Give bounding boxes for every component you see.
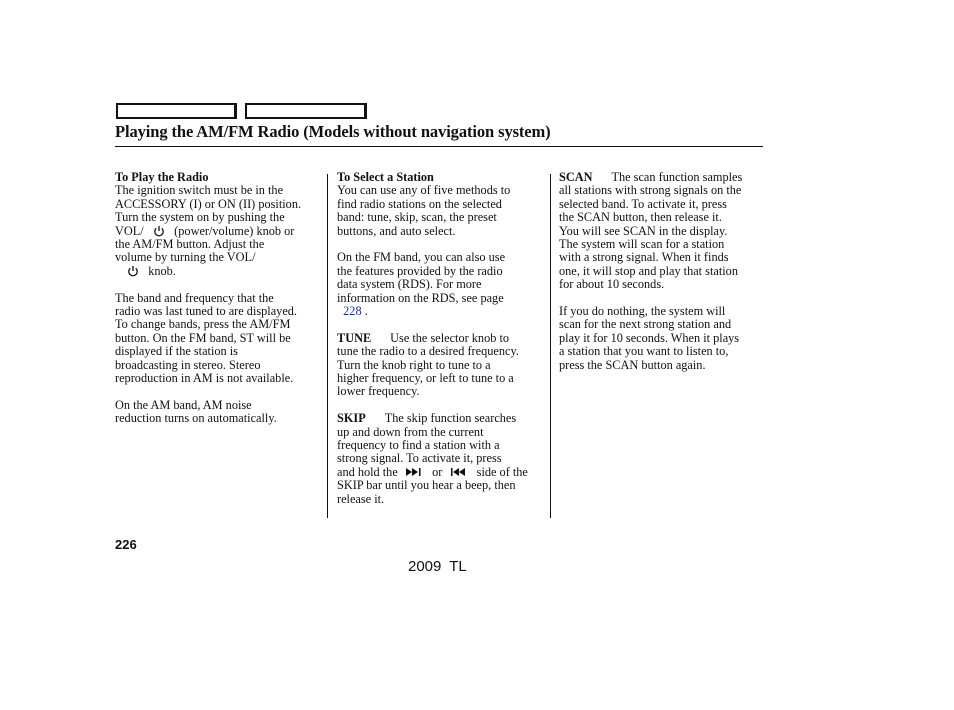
text-line: Turn the system on by pushing the — [115, 210, 285, 225]
column-select-station — [337, 171, 547, 506]
footer-model: 2009 TL — [408, 558, 467, 575]
page-link-228[interactable]: 228 — [343, 304, 362, 319]
text-line — [559, 171, 765, 184]
text-line: ACCESSORY (I) or ON (II) position. — [115, 196, 302, 211]
text-line: On the FM band, you can also use — [337, 250, 506, 265]
text-line: lower frequency. — [337, 384, 420, 399]
text-line: data system (RDS). For more — [337, 277, 482, 292]
text-line: reduction turns on automatically. — [115, 411, 277, 426]
text-fragment: (power/volume) knob or — [174, 223, 295, 238]
text-line: one, it will stop and play that station — [559, 263, 738, 278]
heading-play-radio: To Play the Radio — [115, 170, 209, 184]
text-line: The system will scan for a station — [559, 237, 725, 252]
skip-forward-icon — [404, 467, 426, 477]
text-line: frequency to find a station with a — [337, 438, 500, 453]
text-fragment: or — [432, 464, 443, 479]
text-fragment: The scan function samples — [611, 170, 743, 184]
text-line: strong signal. To activate it, press — [337, 451, 502, 466]
text-line: To change bands, press the AM/FM — [115, 317, 291, 332]
skip-back-icon — [449, 467, 471, 477]
power-icon — [127, 265, 139, 277]
text-fragment: . — [364, 304, 368, 319]
text-line: the AM/FM button. Adjust the — [115, 237, 265, 252]
text-line: find radio stations on the selected — [337, 196, 502, 211]
text-line: higher frequency, or left to tune to a — [337, 371, 514, 386]
section-tab-2[interactable] — [245, 103, 367, 119]
page-title: Playing the AM/FM Radio (Models without navigation system) — [115, 122, 551, 141]
text-line: for about 10 seconds. — [559, 277, 665, 292]
section-tab-1[interactable] — [116, 103, 237, 119]
text-line: volume by turning the VOL/ — [115, 250, 256, 265]
text-line: broadcasting in stereo. Stereo — [115, 357, 261, 372]
column-divider — [550, 174, 551, 518]
text-line: all stations with strong signals on the — [559, 183, 742, 198]
text-line: The band and frequency that the — [115, 290, 274, 305]
text-line: tune the radio to a desired frequency. — [337, 344, 519, 359]
text-line — [337, 305, 547, 318]
text-fragment: Use the selector knob to — [390, 330, 510, 345]
text-line: selected band. To activate it, press — [559, 196, 727, 211]
text-line: SKIP bar until you hear a beep, then — [337, 478, 516, 493]
text-line: press the SCAN button again. — [559, 357, 706, 372]
text-line: The ignition switch must be in the — [115, 183, 284, 198]
text-line: the features provided by the radio — [337, 263, 503, 278]
text-line: with a strong signal. When it finds — [559, 250, 729, 265]
column-scan — [559, 171, 765, 372]
text-line: reproduction in AM is not available. — [115, 371, 294, 386]
text-fragment: side of the — [476, 464, 528, 479]
text-line: buttons, and auto select. — [337, 223, 456, 238]
text-line: play it for 10 seconds. When it plays — [559, 330, 740, 345]
text-line: displayed if the station is — [115, 344, 238, 359]
text-line: You will see SCAN in the display. — [559, 223, 728, 238]
text-fragment: knob. — [148, 263, 176, 278]
text-fragment: and hold the — [337, 464, 398, 479]
term-scan: SCAN — [559, 170, 593, 184]
text-line: up and down from the current — [337, 424, 484, 439]
text-line — [337, 466, 547, 479]
term-skip: SKIP — [337, 411, 366, 426]
text-line — [115, 225, 323, 238]
text-line: Turn the knob right to tune to a — [337, 357, 491, 372]
text-line — [337, 332, 547, 345]
text-line: You can use any of five methods to — [337, 183, 511, 198]
text-line: information on the RDS, see page — [337, 290, 504, 305]
term-tune: TUNE — [337, 330, 372, 345]
text-line: the SCAN button, then release it. — [559, 210, 722, 225]
text-line: scan for the next strong station and — [559, 317, 732, 332]
text-line: a station that you want to listen to, — [559, 344, 729, 359]
column-play-radio — [115, 171, 323, 426]
text-line: release it. — [337, 491, 385, 506]
text-fragment: VOL/ — [115, 223, 144, 238]
page-number: 226 — [115, 537, 137, 552]
text-fragment: The skip function searches — [384, 411, 517, 426]
text-line — [337, 412, 547, 425]
text-line — [115, 265, 323, 278]
text-line: radio was last tuned to are displayed. — [115, 304, 298, 319]
text-line: button. On the FM band, ST will be — [115, 330, 291, 345]
text-line: band: tune, skip, scan, the preset — [337, 210, 497, 225]
title-rule — [115, 146, 763, 147]
heading-select-station: To Select a Station — [337, 170, 434, 184]
power-icon — [153, 225, 165, 237]
column-divider — [327, 174, 328, 518]
text-line: On the AM band, AM noise — [115, 397, 252, 412]
text-line: If you do nothing, the system will — [559, 304, 726, 319]
